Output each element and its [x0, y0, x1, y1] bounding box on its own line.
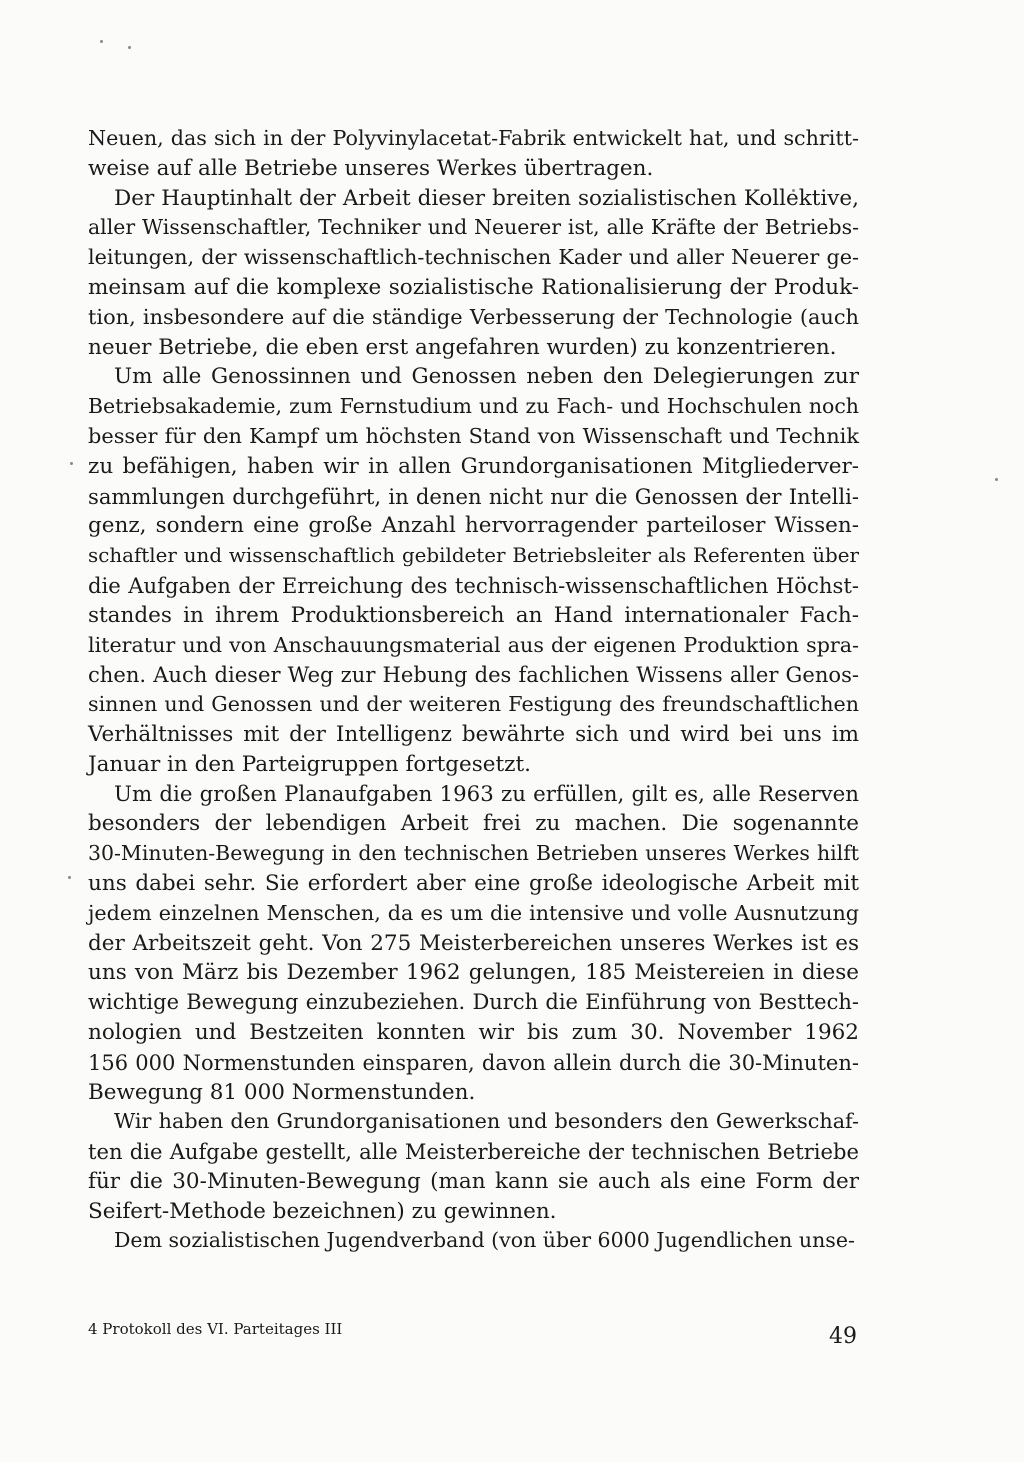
- text-line: genz, sondern eine große Anzahl hervorragender parteiloser Wissen-: [88, 513, 859, 539]
- paragraph: [88, 780, 859, 1108]
- text-line: weise auf alle Betriebe unseres Werkes übertragen.: [88, 155, 654, 181]
- text-line: Neuen, das sich in der Polyvinylacetat-Fabrik entwickelt hat, und schritt-: [88, 126, 859, 150]
- text-line: wichtige Bewegung einzubeziehen. Durch die Einführung von Besttech-: [88, 990, 859, 1015]
- text-line: Dem sozialistischen Jugendverband (von über 6000 Jugendlichen unse-: [114, 1228, 855, 1253]
- body-text: [88, 124, 859, 1256]
- text-line: besonders der lebendigen Arbeit frei zu machen. Die sogenannte: [88, 811, 859, 837]
- text-line: jedem einzelnen Menschen, da es um die intensive und volle Ausnutzung: [88, 900, 859, 925]
- scan-speck: [100, 40, 103, 43]
- scan-speck: [70, 462, 73, 465]
- text-line: Um alle Genossinnen und Genossen neben den Delegierungen zur: [114, 364, 859, 390]
- paragraph: [88, 1107, 859, 1226]
- text-line: meinsam auf die komplexe sozialistische Rationalisierung der Produk-: [88, 274, 859, 300]
- text-line: Der Hauptinhalt der Arbeit dieser breiten sozialistischen Kollektive,: [114, 185, 859, 211]
- text-line: neuer Betriebe, die eben erst angefahren wurden) zu konzentrieren.: [88, 334, 837, 360]
- text-line: chen. Auch dieser Weg zur Hebung des fachlichen Wissens aller Genos-: [88, 662, 859, 688]
- text-line: zu befähigen, haben wir in allen Grundorganisationen Mitgliederver-: [88, 453, 859, 479]
- text-line: nologien und Bestzeiten konnten wir bis zum 30. November 1962: [88, 1019, 859, 1045]
- text-line: Bewegung 81 000 Normenstunden.: [88, 1079, 476, 1105]
- text-line: standes in ihrem Produktionsbereich an Hand internationaler Fach-: [88, 602, 859, 628]
- text-line: Verhältnisses mit der Intelligenz bewährte sich und wird bei uns im: [88, 721, 859, 747]
- text-line: besser für den Kampf um höchsten Stand von Wissenschaft und Technik: [88, 423, 859, 448]
- text-line: Betriebsakademie, zum Fernstudium und zu Fach- und Hochschulen noch: [88, 394, 859, 419]
- paragraph: [88, 362, 859, 779]
- page-footer: [88, 1316, 859, 1356]
- text-line: schaftler und wissenschaftlich gebildeter Betriebsleiter als Referenten über: [88, 544, 859, 568]
- paragraph: [88, 124, 859, 184]
- text-line: 30-Minuten-Bewegung in den technischen Betrieben unseres Werkes hilft: [88, 841, 859, 866]
- text-line: tion, insbesondere auf die ständige Verbesserung der Technologie (auch: [88, 304, 859, 329]
- text-line: Wir haben den Grundorganisationen und besonders den Gewerkschaf-: [114, 1109, 859, 1134]
- text-line: leitungen, der wissenschaftlich-technischen Kader und aller Neuerer ge-: [88, 245, 859, 270]
- text-line: aller Wissenschaftler, Techniker und Neuerer ist, alle Kräfte der Betriebs-: [88, 215, 859, 240]
- paragraph: [88, 184, 859, 363]
- text-line: ten die Aufgabe gestellt, alle Meisterbereiche der technischen Betriebe: [88, 1139, 859, 1165]
- text-line: Seifert-Methode bezeichnen) zu gewinnen.: [88, 1198, 557, 1224]
- scan-speck: [995, 478, 998, 481]
- text-line: sammlungen durchgeführt, in denen nicht nur die Genossen der Intelli-: [88, 483, 859, 509]
- text-line: für die 30-Minuten-Bewegung (man kann sie auch als eine Form der: [88, 1168, 859, 1194]
- text-line: uns von März bis Dezember 1962 gelungen, 185 Meistereien in diese: [88, 960, 859, 986]
- text-line: sinnen und Genossen und der weiteren Festigung des freundschaftlichen: [88, 692, 859, 717]
- paragraph: [88, 1226, 859, 1256]
- text-line: 156 000 Normenstunden einsparen, davon allein durch die 30-Minuten-: [88, 1049, 859, 1075]
- text-line: literatur und von Anschauungsmaterial aus der eigenen Produktion spra-: [88, 632, 859, 657]
- text-line: Januar in den Parteigruppen fortgesetzt.: [88, 751, 531, 777]
- text-line: die Aufgaben der Erreichung des technisch-wissenschaftlichen Höchst-: [88, 572, 859, 598]
- page-number: 49: [829, 1324, 857, 1349]
- text-line: uns dabei sehr. Sie erfordert aber eine große ideologische Arbeit mit: [88, 870, 859, 896]
- scan-speck: [68, 876, 71, 879]
- text-line: Um die großen Planaufgaben 1963 zu erfüllen, gilt es, alle Reserven: [114, 781, 859, 807]
- footnote-signature: 4 Protokoll des VI. Parteitages III: [88, 1320, 343, 1338]
- text-line: der Arbeitszeit geht. Von 275 Meisterbereichen unseres Werkes ist es: [88, 930, 859, 956]
- scan-speck: [128, 46, 131, 49]
